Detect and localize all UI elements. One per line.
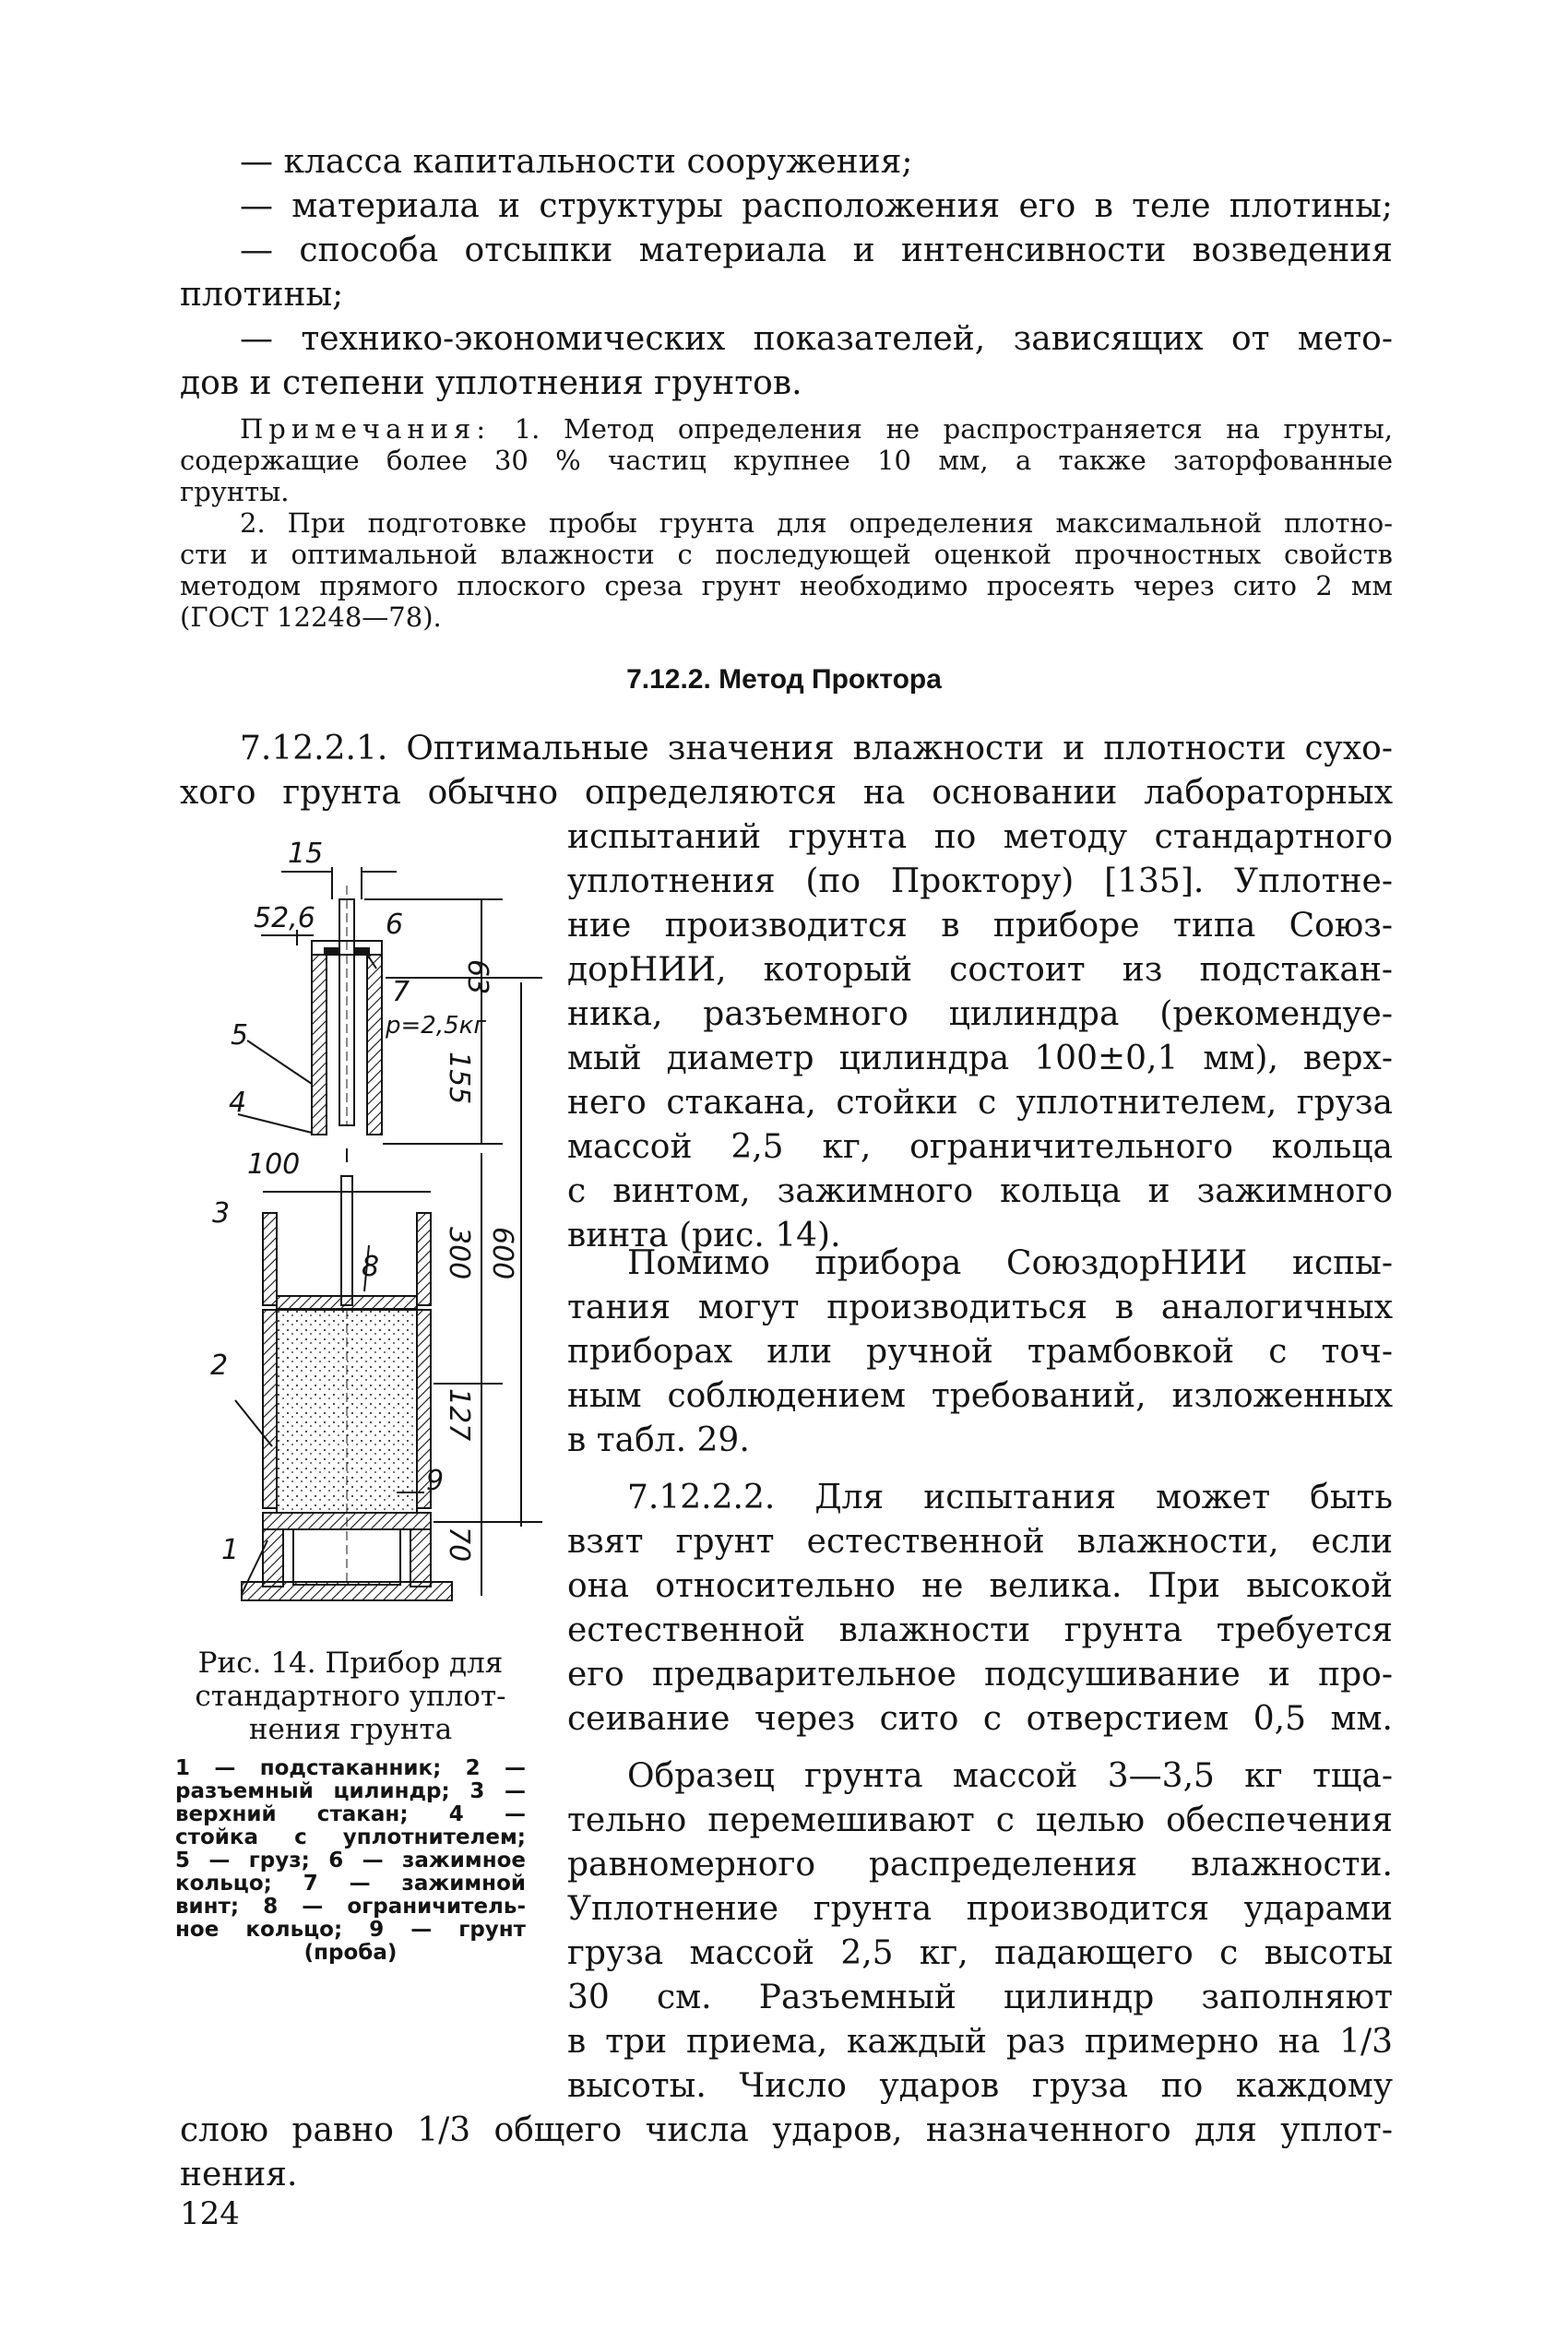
paragraph-4-side <box>567 1754 1393 2109</box>
text-line: естественной влажности грунта требуется <box>567 1611 1393 1649</box>
legend-line: стойка с уплотнителем; <box>175 1825 526 1849</box>
weight-shape <box>367 955 382 1135</box>
callout-8: 8 <box>362 1251 380 1283</box>
note-2-line: сти и оптимальной влажности с последующей оценкой прочностных свойств <box>180 539 1393 570</box>
list-item: дов и степени уплотнения грунтов. <box>180 364 802 402</box>
list-item: — способа отсыпки материала и интенсивности возведения <box>240 232 1393 269</box>
text-line: в табл. 29. <box>567 1421 750 1459</box>
text-line: 30 см. Разъемный цилиндр заполняют <box>567 1979 1393 2016</box>
text-line: Помимо прибора СоюздорНИИ испы- <box>627 1244 1393 1282</box>
note-1-line: Примечания: 1. Метод определения не распространяется на грунты, <box>240 413 1394 445</box>
text-line: груза массой 2,5 кг, падающего с высоты <box>567 1934 1393 1972</box>
text-line: в три приема, каждый раз примерно на 1/3 <box>567 2023 1393 2061</box>
text-line: тельно перемешивают с целью обеспечения <box>567 1801 1393 1839</box>
note-2-line: 2. При подготовке пробы грунта для определения максимальной плотно- <box>240 507 1393 539</box>
dim-label-52-6: 52,6 <box>254 902 315 934</box>
weight-shape <box>312 955 327 1135</box>
text-line: 7.12.2.1. Оптимальные значения влажности и плотности сухо- <box>240 730 1393 767</box>
legend-line: ное кольцо; 9 — грунт <box>175 1918 526 1942</box>
text-line: нения. <box>180 2156 298 2193</box>
dim-label-300: 300 <box>443 1227 475 1280</box>
dim-label-15: 15 <box>288 838 324 870</box>
callout-5: 5 <box>231 1019 249 1052</box>
list-item: плотины; <box>180 276 344 314</box>
notes-label: Примечания: <box>240 413 492 445</box>
page-number: 124 <box>180 2195 240 2232</box>
note-2-line: методом прямого плоского среза грунт необходимо просеять через сито 2 мм <box>180 570 1393 601</box>
text-line: 7.12.2.2. Для испытания может быть <box>627 1479 1393 1516</box>
text-line: приборах или ручной трамбовкой с точ- <box>567 1333 1393 1371</box>
paragraph-3 <box>567 1476 1393 1742</box>
notes-block <box>180 413 1393 633</box>
figure-caption <box>175 1647 526 1746</box>
text-line: взят грунт естественной влажности, если <box>567 1523 1393 1561</box>
note-1-line: грунты. <box>180 476 290 507</box>
legend-line: 5 — груз; 6 — зажимное <box>175 1849 526 1872</box>
section-heading: 7.12.2. Метод Проктора <box>626 664 942 695</box>
callout-3: 3 <box>212 1197 231 1230</box>
text-line: высоты. Число ударов груза по каждому <box>567 2067 1393 2105</box>
dim-label-600: 600 <box>486 1227 518 1280</box>
text-line: ным соблюдением требований, изложенных <box>567 1377 1393 1415</box>
note-1-line: содержащие более 30 % частиц крупнее 10 мм, а также заторфованные <box>180 445 1393 476</box>
text-line: ние производится в приборе типа Союз- <box>567 907 1393 945</box>
dim-label-100: 100 <box>247 1148 301 1181</box>
callout-4: 4 <box>229 1087 247 1119</box>
legend-line: верхний стакан; 4 — <box>175 1802 526 1826</box>
text-line: слою равно 1/3 общего числа ударов, назначенного для уплот- <box>180 2111 1393 2149</box>
paragraph-1-full <box>180 727 1393 815</box>
dim-label-63: 63 <box>461 959 493 995</box>
note-2-line: (ГОСТ 12248—78). <box>180 601 442 633</box>
legend-line: кольцо; 7 — зажимной <box>175 1872 526 1896</box>
callout-2: 2 <box>210 1349 229 1382</box>
dim-label-155: 155 <box>443 1052 475 1105</box>
text-line: равномерного распределения влажности. <box>567 1846 1393 1884</box>
text-line: него стакана, стойки с уплотнителем, груза <box>567 1084 1393 1122</box>
ring-shape <box>277 1296 417 1309</box>
text-line: уплотнения (по Проктору) [135]. Уплотне- <box>567 862 1393 900</box>
legend-line: разъемный цилиндр; 3 — <box>175 1779 526 1803</box>
upper-sleeve-shape <box>263 1213 277 1305</box>
caption-line: стандартного уплот- <box>195 1680 506 1713</box>
text-line: сеивание через сито с отверстием 0,5 мм. <box>567 1700 1393 1738</box>
paragraph-2 <box>567 1242 1393 1463</box>
caption-line: Рис. 14. Прибор для <box>197 1647 504 1680</box>
callout-7: 7 <box>392 976 410 1008</box>
text-line: его предварительное подсушивание и про- <box>567 1656 1393 1694</box>
callout-9: 9 <box>426 1465 445 1497</box>
weight-label: p=2,5кг <box>386 1012 487 1040</box>
text-line: хого грунта обычно определяются на основании лабораторных <box>180 774 1393 812</box>
criteria-list <box>180 140 1393 406</box>
text-line: с винтом, зажимного кольца и зажимного <box>567 1172 1393 1210</box>
list-item: — материала и структуры расположения его в теле плотины; <box>240 187 1393 225</box>
list-item: — технико-экономических показателей, зависящих от мето- <box>240 320 1393 358</box>
text-line: мый диаметр цилиндра 100±0,1 мм), верх- <box>567 1040 1393 1077</box>
legend-line: 1 — подстаканник; 2 — <box>175 1756 526 1780</box>
dim-label-70: 70 <box>443 1527 475 1563</box>
list-item: — класса капитальности сооружения; <box>240 143 913 181</box>
text-line: ника, разъемного цилиндра (рекомендуе- <box>567 995 1393 1033</box>
proctor-apparatus-figure <box>184 812 544 1623</box>
callout-1: 1 <box>221 1534 240 1566</box>
paragraph-4-full <box>180 2109 1393 2197</box>
text-line: Образец грунта массой 3—3,5 кг тща- <box>627 1757 1393 1795</box>
text-line: она относительно не велика. При высокой <box>567 1567 1393 1605</box>
dim-label-127: 127 <box>443 1388 475 1442</box>
caption-line: нения грунта <box>248 1713 453 1746</box>
base-shape <box>263 1513 431 1529</box>
text-line: дорНИИ, который состоит из подстакан- <box>567 951 1393 989</box>
legend-line: винт; 8 — ограничитель- <box>175 1895 526 1919</box>
text-line: винта (рис. 14). <box>567 1217 841 1254</box>
text-line: испытаний грунта по методу стандартного <box>567 818 1393 856</box>
callout-6: 6 <box>386 909 404 941</box>
cylinder-shape <box>263 1310 277 1508</box>
text-line: массой 2,5 кг, ограничительного кольца <box>567 1128 1393 1166</box>
paragraph-1-side <box>567 815 1393 1258</box>
legend-line: (проба) <box>303 1941 398 1965</box>
text-line: Уплотнение грунта производится ударами <box>567 1890 1393 1928</box>
text-line: тания могут производиться в аналогичных <box>567 1289 1393 1326</box>
figure-legend <box>175 1757 526 1965</box>
